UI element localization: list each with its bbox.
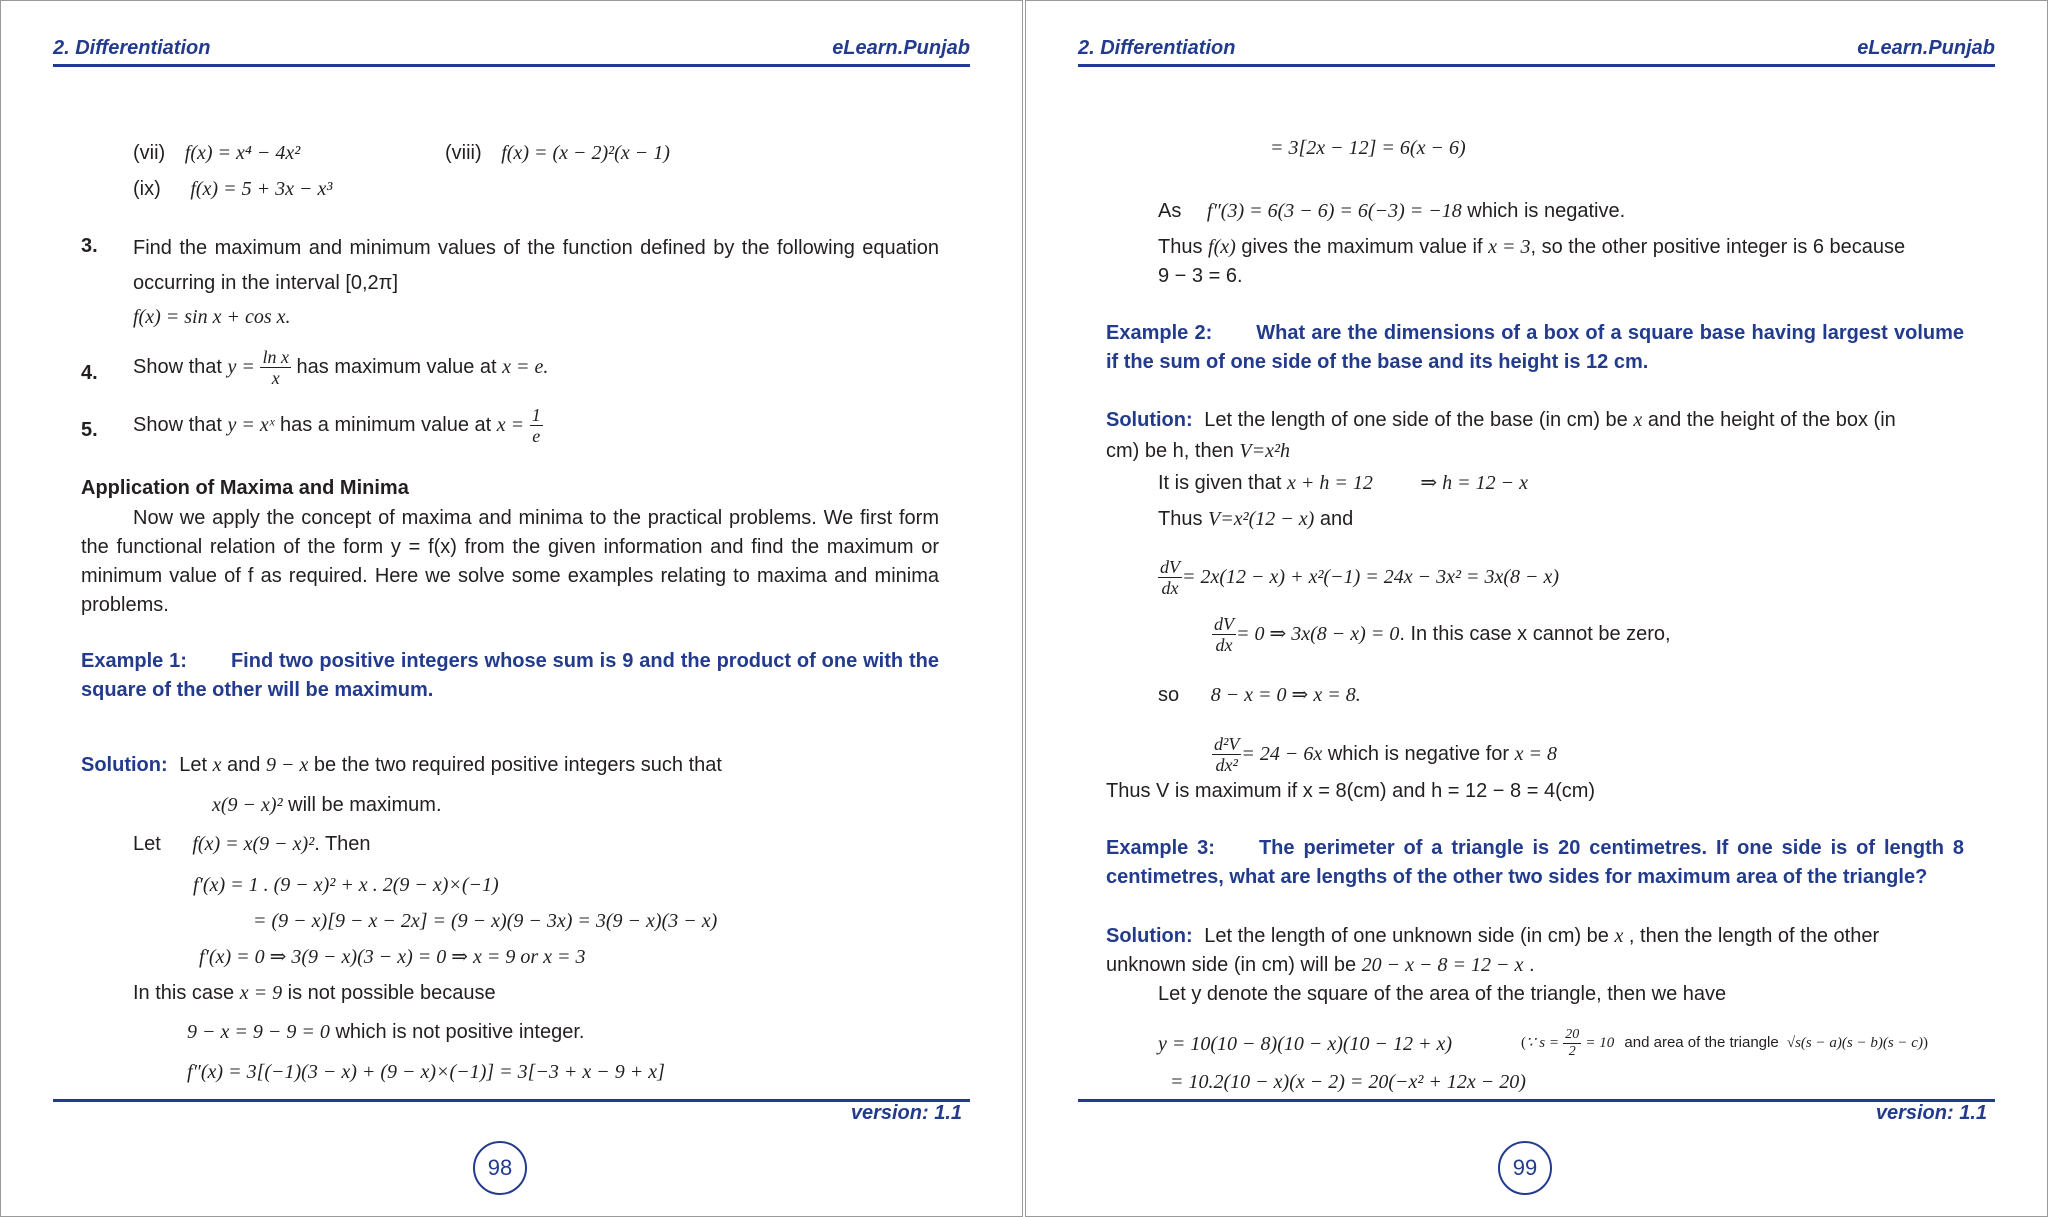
chapter-title: 2. Differentiation: [53, 37, 211, 59]
cont-line3-expr2: x = 3: [1488, 236, 1531, 258]
q5-fraction: [530, 405, 543, 446]
solution2-line2: [1106, 438, 1290, 464]
footer-divider: [53, 1099, 970, 1102]
cont-line2: [1158, 198, 1625, 224]
solution2-line3: [1158, 470, 1528, 496]
q5-frac-num: 1: [531, 405, 541, 425]
solution2-line5-expr: = 2x(12 − x) + x²(−1) = 24x − 3x² = 3x(8 − x): [1182, 566, 1560, 588]
solution1-line7-a: In this case: [133, 982, 235, 1004]
solution2-line8-expr: = 24 − 6x: [1241, 743, 1323, 765]
solution3-line2: [1106, 952, 1535, 978]
solution1-line3-text: . Then: [314, 833, 371, 855]
solution2-line7-so: so: [1158, 684, 1180, 706]
solution3-line1: [1106, 923, 1879, 949]
solution2-line8: [1212, 731, 1557, 777]
version-label: version: 1.1: [850, 1102, 962, 1124]
solution3-line5-expr: = 10.2(10 − x)(x − 2) = 20(−x² + 12x − 20): [1170, 1071, 1526, 1093]
solution2-line5: [1158, 554, 1559, 600]
solution1-line2-expr: x(9 − x)²: [212, 794, 283, 816]
q2-vii-expr: f(x) = x⁴ − 4x²: [184, 142, 301, 164]
solution2-line1-x: x: [1633, 409, 1643, 431]
dv-dx-fraction: [1212, 614, 1236, 655]
solution1-line3-expr: f(x) = x(9 − x)²: [192, 833, 315, 855]
q3-expr-text: f(x) = sin x + cos x.: [133, 306, 291, 328]
solution1-line2: [212, 792, 442, 818]
solution2-line4-b: and: [1319, 508, 1354, 530]
solution1-line1-expr: 9 − x: [265, 754, 309, 776]
dx-den: dx: [1161, 578, 1179, 599]
solution2-line1-a: Let the length of one side of the base (in cm) be: [1204, 409, 1628, 431]
q3-text: Find the maximum and minimum values of the function defined by the following equation occurring in the interval [0,2π]: [133, 237, 939, 294]
solution3-line2-a: unknown side (in cm) will be: [1106, 954, 1357, 976]
solution3-line4-expr: y = 10(10 − 8)(10 − x)(10 − 12 + x): [1158, 1033, 1453, 1055]
q5-lhs: x =: [496, 413, 525, 436]
solution3-line2-expr: 20 − x − 8 = 12 − x: [1361, 954, 1524, 976]
q4-fraction: [260, 347, 291, 388]
solution3-label: Solution:: [1106, 925, 1193, 947]
solution1-line1-a: Let: [179, 754, 208, 776]
q4-post: has maximum value at: [296, 355, 497, 378]
footer-divider: [1078, 1099, 1995, 1102]
cont-line3-a: Thus: [1158, 236, 1203, 258]
solution1-line7-b: is not possible because: [287, 982, 496, 1004]
solution1-line1-b: and: [227, 754, 261, 776]
q5-post: has a minimum value at: [279, 413, 492, 436]
page-header: [1078, 37, 1995, 67]
solution3-line3: Let y denote the square of the area of the triangle, then we have: [1158, 983, 1727, 1005]
solution1-label: Solution:: [81, 754, 168, 776]
q5-frac-den: e: [532, 426, 541, 446]
q2-vii: [133, 140, 300, 166]
solution1-line6: [199, 944, 586, 970]
q5-number: 5.: [81, 419, 98, 441]
solution2-line6-expr: = 0 ⇒ 3x(8 − x) = 0: [1236, 623, 1400, 645]
solution1-line6-expr: f′(x) = 0 ⇒ 3(9 − x)(3 − x) = 0 ⇒ x = 9 or x = 3: [199, 946, 586, 968]
solution2-line4-a: Thus: [1158, 508, 1203, 530]
dv-num: dV: [1214, 614, 1234, 635]
solution2-line2-expr: V=x²h: [1239, 440, 1290, 462]
solution3-line4: [1158, 1031, 1452, 1057]
dv-num: dV: [1160, 557, 1180, 578]
solution2-line3-a: It is given that: [1158, 472, 1282, 494]
solution2-label: Solution:: [1106, 409, 1193, 431]
solution3-line2-b: .: [1528, 954, 1535, 976]
dx-den: dx: [1215, 635, 1233, 656]
example3: [1106, 834, 1964, 892]
d2v-num: d²V: [1214, 734, 1240, 755]
solution2-line4-expr: V=x²(12 − x): [1208, 508, 1315, 530]
cont-line4: 9 − 3 = 6.: [1158, 265, 1243, 287]
solution2-line8-expr2: x = 8: [1514, 743, 1557, 765]
solution2-line2-a: cm) be h, then: [1106, 440, 1234, 462]
chapter-title: 2. Differentiation: [1078, 37, 1236, 59]
page-number: 99: [1498, 1141, 1552, 1195]
q4-at: x = e.: [502, 355, 549, 378]
note-text: and area of the triangle: [1624, 1034, 1779, 1051]
example1-text: Find two positive integers whose sum is 9 and the product of one with the square of the other will be maximum.: [81, 650, 940, 701]
q4-frac-den: x: [271, 368, 280, 388]
solution1-line9: [187, 1059, 665, 1085]
cont-line2-expr: f″(3) = 6(3 − 6) = 6(−3) = −18: [1206, 200, 1462, 222]
solution1-line8-expr: 9 − x = 9 − 9 = 0: [187, 1021, 330, 1043]
example3-text: The perimeter of a triangle is 20 centimetres. If one side is of length 8 centimetres, what are lengths of the other two sides for maximum area of the triangle?: [1106, 837, 1964, 888]
solution1-line4-expr: f′(x) = 1 . (9 − x)² + x . 2(9 − x)×(−1): [193, 874, 499, 896]
q5-text: [133, 405, 543, 446]
example2: [1106, 319, 1964, 377]
cont-line1: [1270, 135, 1466, 161]
q2-ix-expr: f(x) = 5 + 3x − x³: [190, 178, 333, 200]
q3-number: 3.: [81, 235, 98, 257]
solution2-line6-text: . In this case x cannot be zero,: [1399, 623, 1671, 645]
solution1-line1-c: be the two required positive integers such that: [313, 754, 722, 776]
solution1-line1: [81, 752, 722, 778]
solution2-line7-expr: 8 − x = 0 ⇒ x = 8.: [1210, 684, 1361, 706]
solution1-line4: [193, 872, 499, 898]
solution1-line9-expr: f″(x) = 3[(−1)(3 − x) + (9 − x)×(−1)] = 3[−3 + x − 9 + x]: [187, 1061, 665, 1083]
example3-label: Example 3:: [1106, 837, 1215, 859]
q4-number: 4.: [81, 362, 98, 384]
q2-ix-label: (ix): [133, 178, 161, 200]
solution3-line1-b: , then the length of the other: [1628, 925, 1880, 947]
note-equals: = 10: [1585, 1035, 1615, 1051]
note-heron-formula: √s(s − a)(s − b)(s − c): [1786, 1035, 1923, 1051]
solution1-line3-let: Let: [133, 833, 161, 855]
solution2-line1: [1106, 407, 1896, 433]
q2-viii: [445, 140, 670, 166]
example1-label: Example 1:: [81, 650, 187, 672]
cont-line2-text: which is negative.: [1467, 200, 1626, 222]
q5-expr: y = xˣ: [227, 413, 275, 436]
solution1-line8-text: which is not positive integer.: [335, 1021, 585, 1043]
cont-line2-as: As: [1158, 200, 1182, 222]
solution2-line3-expr2: ⇒ h = 12 − x: [1420, 472, 1529, 494]
q2-viii-expr: f(x) = (x − 2)²(x − 1): [501, 142, 670, 164]
example1: [81, 647, 939, 705]
solution3-note: (∵ s = $\frac{20}{2}$ = 10 and area of the triangle √s(s − a)(s − b)(s − c)): [1521, 1026, 1928, 1059]
q4-lhs: y =: [227, 355, 255, 378]
q2-vii-label: (vii): [133, 142, 166, 164]
solution3-line1-a: Let the length of one unknown side (in cm) be: [1204, 925, 1609, 947]
cont-line3-c: , so the other positive integer is 6 because: [1530, 236, 1906, 258]
solution1-line3: [133, 831, 371, 857]
note-frac-den: 2: [1568, 1043, 1576, 1059]
solution1-line2-text: will be maximum.: [288, 794, 442, 816]
solution1-line1-x: x: [212, 754, 222, 776]
solution1-line8: [187, 1019, 584, 1045]
solution2-line8-text: which is negative for: [1327, 743, 1510, 765]
q5-pre: Show that: [133, 413, 222, 436]
application-paragraph: Now we apply the concept of maxima and minima to the practical problems. We first form the functional relation of the form y = f(x) from the given information and find the maximum or minimum value of f as required. Here we solve some examples relating to maxima and minima problems.: [81, 507, 939, 616]
q4-frac-num: ln x: [262, 347, 289, 367]
note-since-s: ∵ s =: [1526, 1035, 1560, 1051]
solution3-line5: [1170, 1069, 1526, 1095]
d2v-dx2-fraction: [1212, 734, 1241, 775]
solution1-line5: [253, 908, 717, 934]
solution1-line5-expr: = (9 − x)[9 − x − 2x] = (9 − x)(9 − 3x) = 3(9 − x)(3 − x): [253, 910, 718, 932]
solution2-line4: [1158, 506, 1353, 532]
brand-name: eLearn.Punjab: [1857, 37, 1995, 59]
dx2-den: dx²: [1215, 755, 1238, 776]
dv-dx-fraction: [1158, 557, 1182, 598]
application-heading: Application of Maxima and Minima: [81, 477, 409, 499]
example2-text: What are the dimensions of a box of a square base having largest volume if the sum of one side of the base and its height is 12 cm.: [1106, 322, 1965, 373]
cont-line3-b: gives the maximum value if: [1241, 236, 1483, 258]
page-header: [53, 37, 970, 67]
version-label: version: 1.1: [1875, 1102, 1987, 1124]
left-page: [0, 0, 1023, 1217]
cont-line3: [1158, 234, 1905, 260]
cont-line1-expr: = 3[2x − 12] = 6(x − 6): [1270, 137, 1466, 159]
q4-text: [133, 347, 548, 388]
note-fraction: [1563, 1027, 1581, 1060]
solution1-line7-expr: x = 9: [239, 982, 283, 1004]
solution2-line6: [1212, 611, 1671, 657]
example2-label: Example 2:: [1106, 322, 1213, 344]
brand-name: eLearn.Punjab: [832, 37, 970, 59]
solution2-line3-expr: x + h = 12: [1286, 472, 1373, 494]
solution2-line9: Thus V is maximum if x = 8(cm) and h = 12 − 8 = 4(cm): [1106, 780, 1596, 802]
right-page: [1025, 0, 2048, 1217]
solution1-line7: [133, 980, 496, 1006]
q4-pre: Show that: [133, 355, 222, 378]
solution2-line1-b: and the height of the box (in: [1647, 409, 1896, 431]
page-number: 98: [473, 1141, 527, 1195]
solution3-line1-x: x: [1614, 925, 1624, 947]
cont-line3-expr: f(x): [1208, 236, 1236, 258]
q2-ix: [133, 176, 332, 202]
q2-viii-label: (viii): [445, 142, 482, 164]
note-frac-num: 20: [1565, 1026, 1580, 1042]
q3-expr: [133, 304, 291, 330]
solution2-line7: [1158, 682, 1361, 708]
